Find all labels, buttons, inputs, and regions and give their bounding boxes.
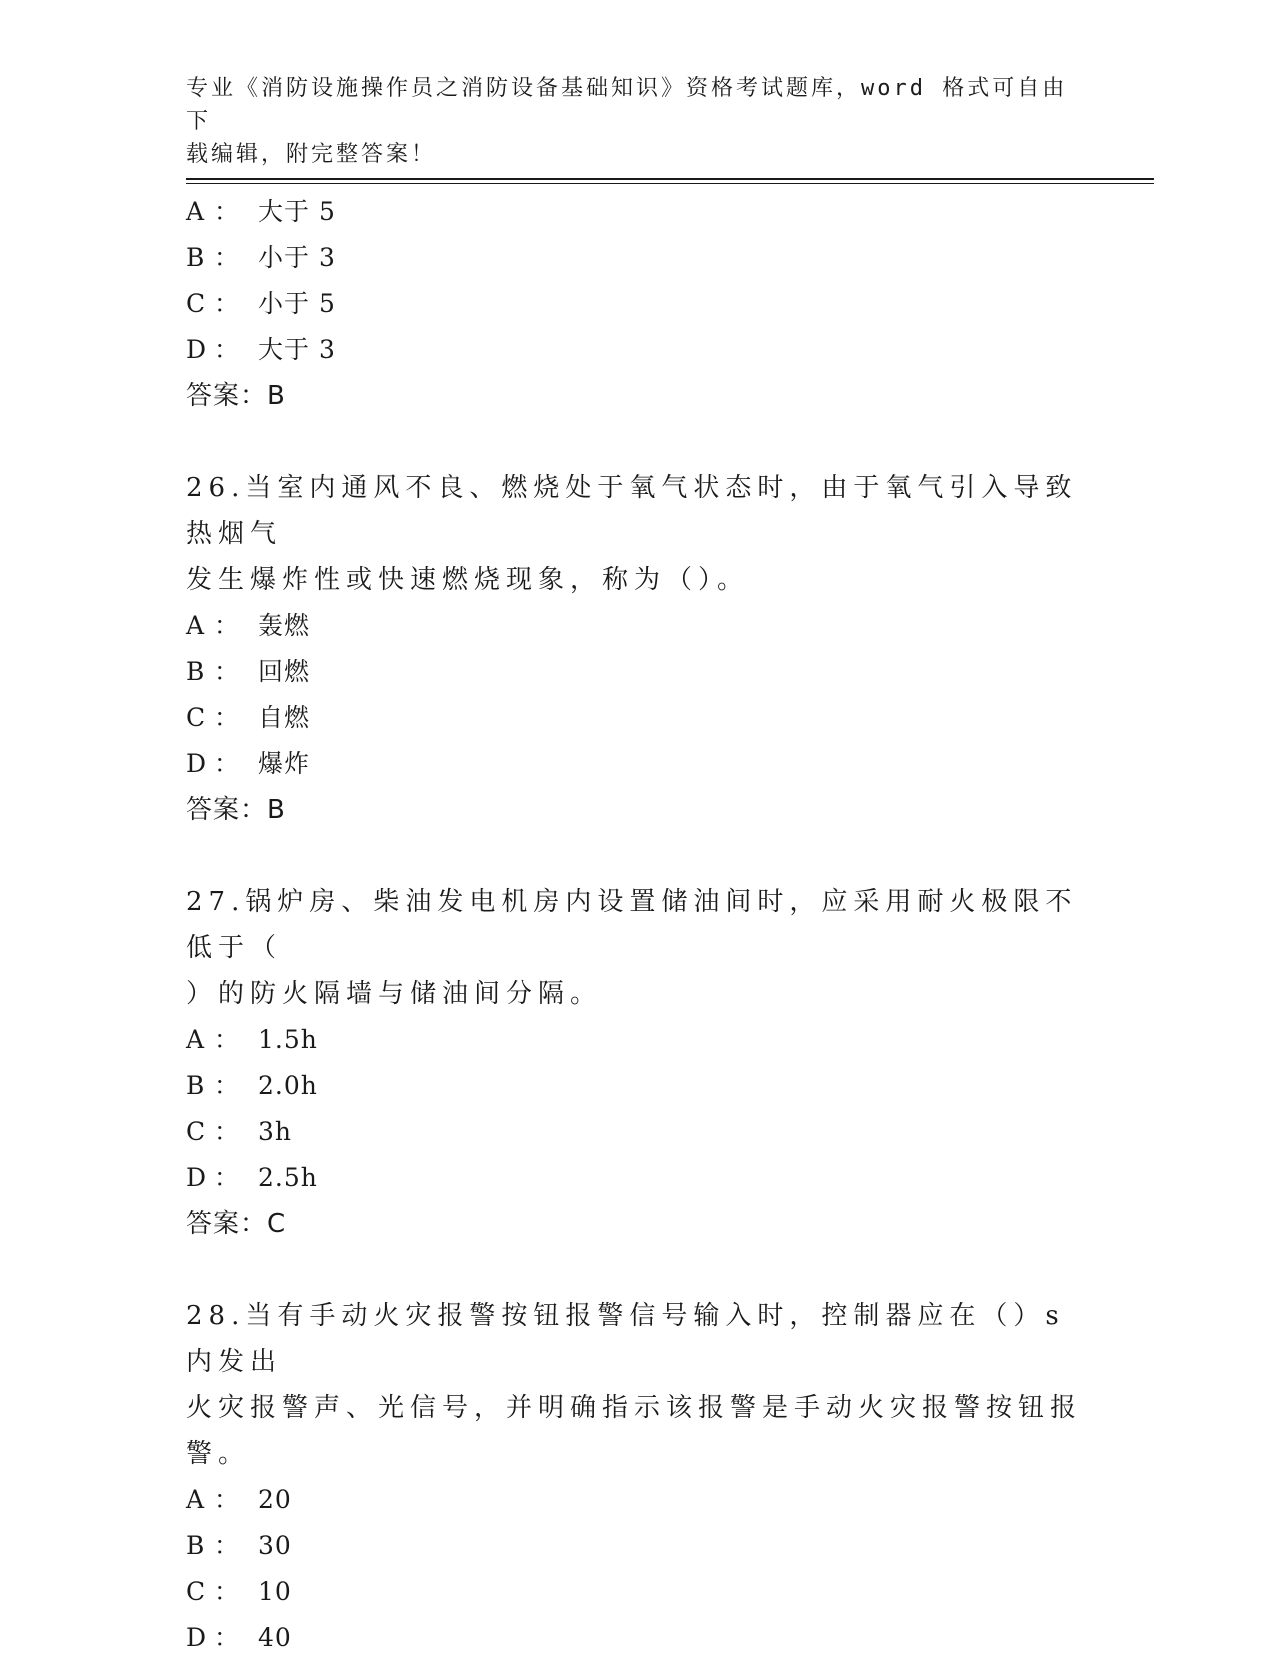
option-text: 爆炸 [258,749,311,778]
option-text: 轰燃 [258,611,311,640]
question-26 [186,465,1086,833]
option-a: A ： 大于 5 [186,197,336,226]
option-a: A ： 轰燃 [186,611,311,640]
option-b: B ： 2.0h [186,1071,318,1100]
option-text: 自燃 [258,703,311,732]
answer-value: B [267,795,286,825]
header-line-1: 专业《消防设施操作员之消防设备基础知识》资格考试题库，word 格式可自由下 [186,76,1068,134]
option-d: D ： 爆炸 [186,749,311,778]
option-text: 小于 5 [258,289,336,318]
option-text: 大于 3 [258,335,336,364]
question-27 [186,879,1086,1247]
option-a: A ： 20 [186,1485,292,1514]
question-list [186,189,1086,1661]
answer-line: 答案：B [186,795,286,825]
option-text: 1.5h [258,1025,318,1054]
option-b: B ： 30 [186,1531,292,1560]
question-28 [186,1293,1086,1661]
option-text: 回燃 [258,657,311,686]
option-d: D ： 大于 3 [186,335,336,364]
document-header [186,72,1076,171]
option-b: B ： 回燃 [186,657,311,686]
option-c: C ： 自燃 [186,703,311,732]
option-text: 20 [258,1485,292,1514]
option-text: 10 [258,1577,292,1606]
option-text: 40 [258,1623,292,1652]
option-c: C ： 小于 5 [186,289,336,318]
question-25-continued [186,189,1086,419]
option-text: 2.5h [258,1163,318,1192]
question-stem: 28.当有手动火灾报警按钮报警信号输入时，控制器应在（）s 内发出 火灾报警声、光信号，并明确指示该报警是手动火灾报警按钮报警。 [186,1301,1083,1469]
option-text: 3h [258,1117,293,1146]
option-a: A ： 1.5h [186,1025,318,1054]
option-d: D ： 2.5h [186,1163,318,1192]
option-d: D ： 40 [186,1623,292,1652]
option-text: 2.0h [258,1071,318,1100]
answer-line: 答案：C [186,1209,287,1239]
option-text: 30 [258,1531,292,1560]
header-line-2: 载编辑，附完整答案！ [186,142,437,167]
option-text: 小于 3 [258,243,336,272]
option-c: C ： 3h [186,1117,293,1146]
answer-value: B [267,381,286,411]
header-rule-thick [186,178,1154,180]
question-stem: 26.当室内通风不良、燃烧处于氧气状态时，由于氧气引入导致热烟气 发生爆炸性或快速燃烧现象，称为（）。 [186,473,1078,595]
option-b: B ： 小于 3 [186,243,336,272]
question-stem: 27.锅炉房、柴油发电机房内设置储油间时，应采用耐火极限不低于（ ）的防火隔墙与储油间分隔。 [186,887,1078,1009]
answer-line: 答案：B [186,381,286,411]
answer-value: C [267,1209,287,1239]
header-rule-thin [186,183,1154,184]
option-text: 大于 5 [258,197,336,226]
option-c: C ： 10 [186,1577,292,1606]
